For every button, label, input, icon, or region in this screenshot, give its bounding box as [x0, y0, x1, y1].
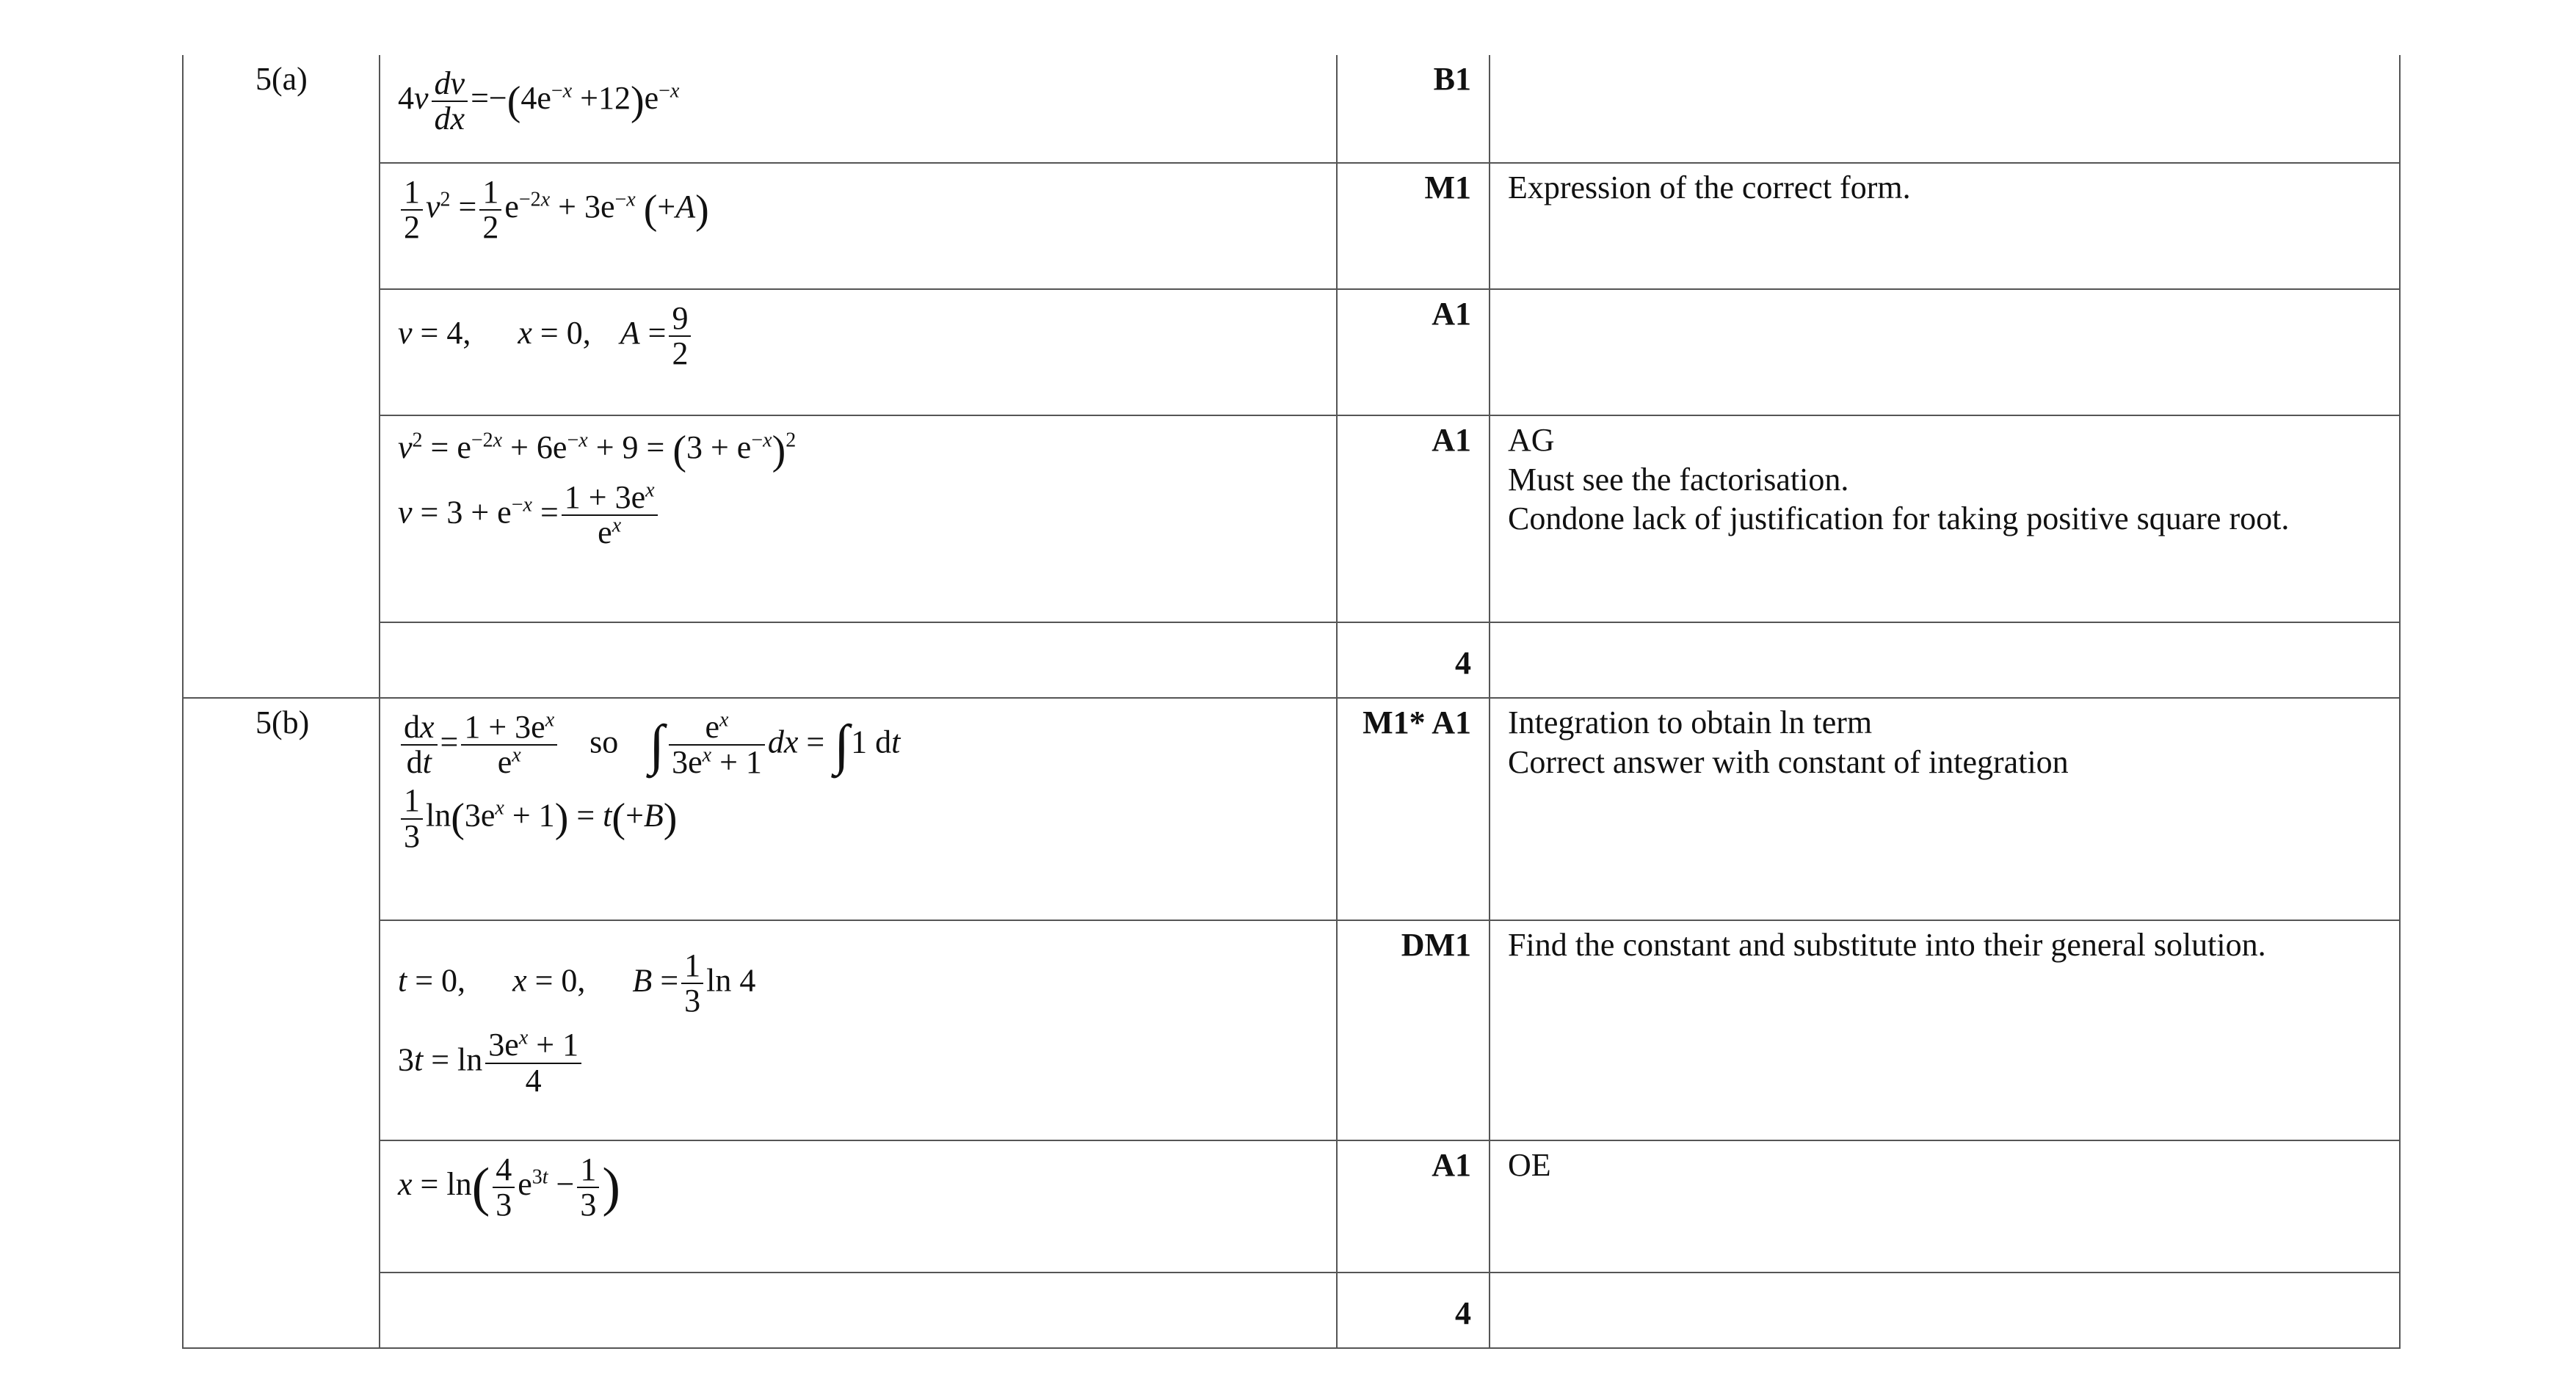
- guidance-cell: [1490, 1140, 2400, 1273]
- table-row: [183, 1273, 2400, 1348]
- math-expression: $v = 3 + e^{-x}$ = $\frac{1 + 3e^x}{e^x}$: [398, 481, 1318, 550]
- mark-cell: A1: [1337, 415, 1490, 622]
- guidance-line: Find the constant and substitute into their general solution.: [1508, 927, 2266, 963]
- table-row: [183, 415, 2400, 622]
- math-expression: $v^2 = e^{-2x} + 6e^{-x} + 9 = (3 + e^{-x})^2$: [398, 427, 797, 473]
- guidance-cell: [1490, 622, 2400, 698]
- table-row: [183, 622, 2400, 698]
- guidance-cell: [1490, 55, 2400, 163]
- mark-cell: M1: [1337, 163, 1490, 289]
- guidance-cell: [1490, 1273, 2400, 1348]
- guidance-cell: [1490, 698, 2400, 920]
- guidance-line: Correct answer with constant of integration: [1508, 743, 2069, 780]
- guidance-cell: [1490, 163, 2400, 289]
- answer-cell: [380, 289, 1337, 415]
- answer-cell: [380, 1273, 1337, 1348]
- mark-cell: B1: [1337, 55, 1490, 163]
- table-row: [183, 920, 2400, 1140]
- answer-cell: [380, 622, 1337, 698]
- math-expression: $\frac{1}{2}$ $v^2$ = $\frac{1}{2}$ $e^{-2x} + 3e^{-x}$ (+A): [398, 189, 709, 225]
- total-mark-cell: 4: [1337, 622, 1490, 698]
- guidance-line: Expression of the correct form.: [1508, 170, 1911, 205]
- answer-cell: [380, 55, 1337, 163]
- so-word: so: [589, 724, 619, 760]
- question-number: 5(a): [183, 55, 380, 698]
- mark-cell: DM1: [1337, 920, 1490, 1140]
- math-expression: x = ln( $\frac{4}{3}$ $e^{3t}$ − $\frac{1}{3}$ ): [398, 1151, 621, 1223]
- guidance-cell: [1490, 289, 2400, 415]
- table-row: [183, 698, 2400, 920]
- table-row: [183, 289, 2400, 415]
- math-expression: t = 0, x = 0, B = $\frac{1}{3}$ ln 4: [398, 947, 756, 1019]
- math-expression: $\frac{dx}{dt}$ = $\frac{1 + 3e^x}{e^x}$ so ∫ $\frac{e^x}{3e^x + 1}$ dx = ∫1 dt: [398, 710, 1318, 779]
- answer-cell: [380, 415, 1337, 622]
- guidance-cell: [1490, 920, 2400, 1140]
- table-row: [183, 163, 2400, 289]
- question-number: 5(b): [183, 698, 380, 1348]
- guidance-line: AG: [1508, 422, 1555, 458]
- guidance-cell: [1490, 415, 2400, 622]
- guidance-line: Integration to obtain ln term: [1508, 705, 1873, 740]
- total-mark-cell: 4: [1337, 1273, 1490, 1348]
- answer-cell: [380, 698, 1337, 920]
- math-expression: $\frac{1}{3}$ $\ln(3e^x + 1) = t(+B)$: [398, 784, 1318, 853]
- mark-cell: A1: [1337, 289, 1490, 415]
- math-expression: v = 4, x = 0, A = $\frac{9}{2}$: [398, 315, 694, 351]
- answer-cell: [380, 920, 1337, 1140]
- answer-cell: [380, 1140, 1337, 1273]
- mark-cell: A1: [1337, 1140, 1490, 1273]
- math-expression: 4v $\frac{dv}{dx}$ $=-(4e^{-x} +12)e^{-x}$: [398, 65, 680, 137]
- guidance-line: Must see the factorisation.: [1508, 461, 1849, 498]
- guidance-line: OE: [1508, 1147, 1551, 1183]
- answer-cell: [380, 163, 1337, 289]
- mark-scheme-table: [182, 55, 2401, 1349]
- mark-cell: M1* A1: [1337, 698, 1490, 920]
- table-row: [183, 1140, 2400, 1273]
- math-expression: 3t = ln $\frac{3e^x + 1}{4}$: [398, 1028, 1318, 1097]
- table-row: [183, 55, 2400, 163]
- guidance-line: Condone lack of justification for taking positive square root.: [1508, 500, 2290, 537]
